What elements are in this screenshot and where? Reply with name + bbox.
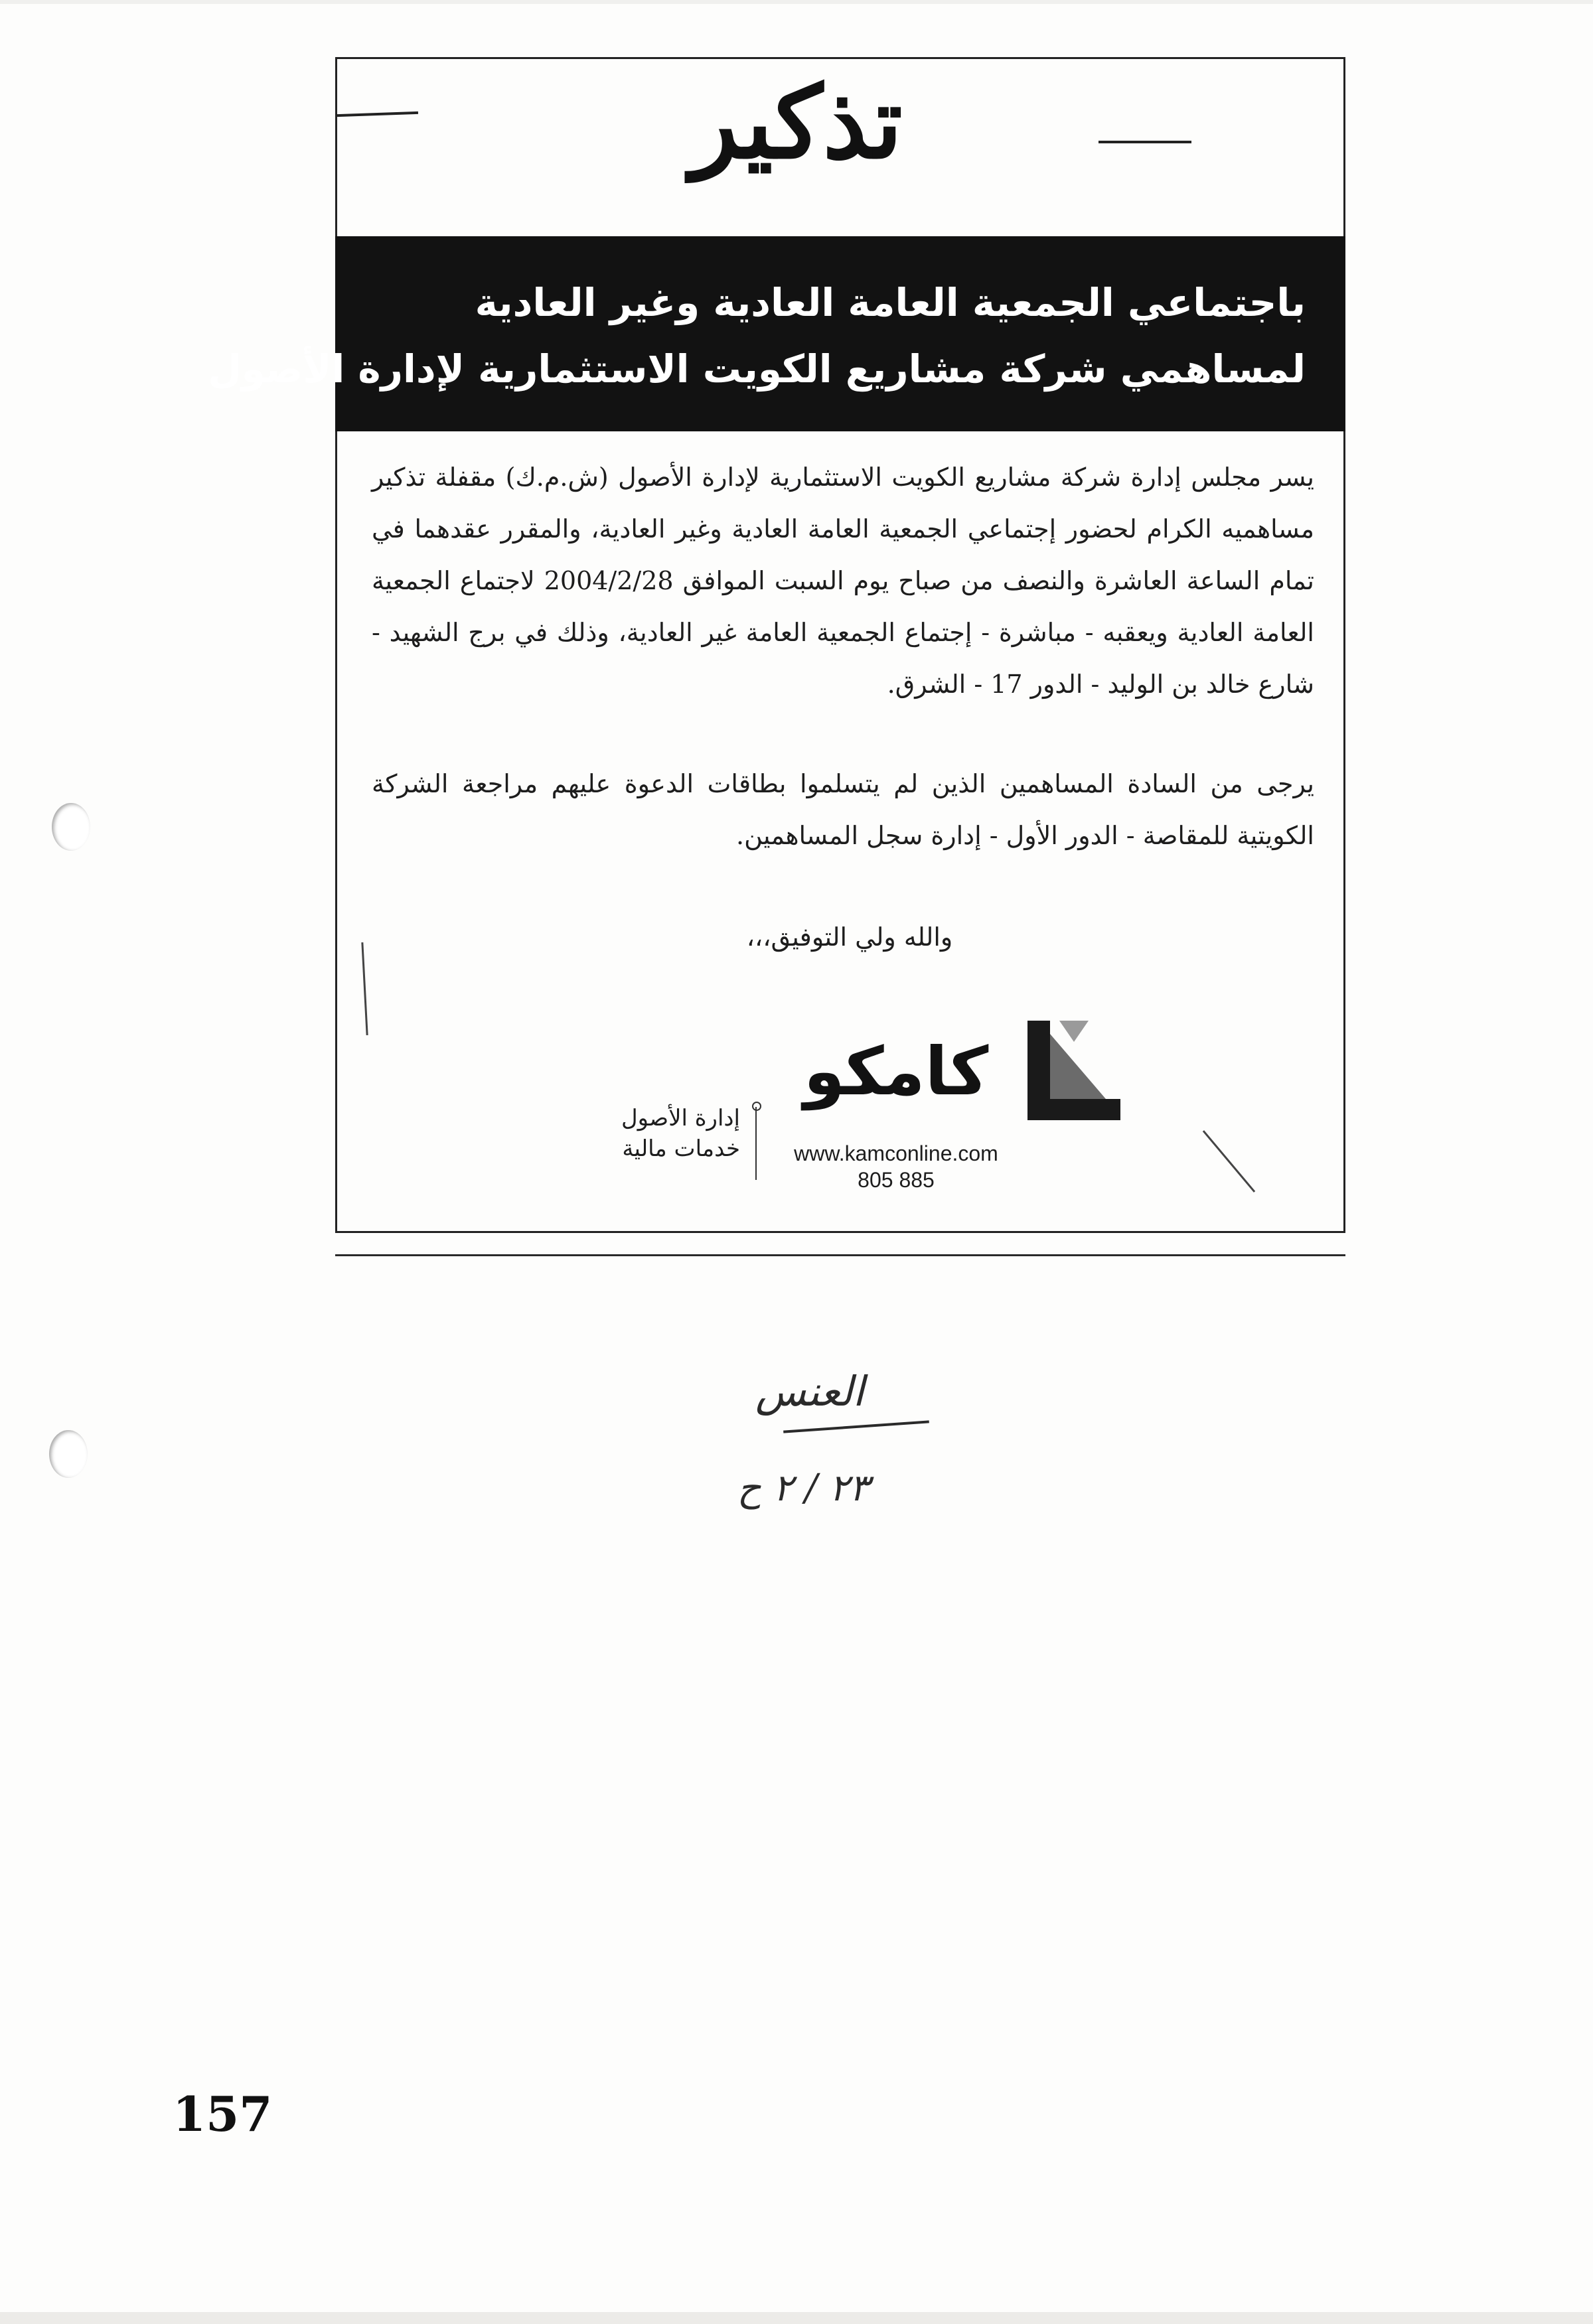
punch-hole [49, 1430, 88, 1478]
logo-divider [755, 1107, 757, 1180]
handwritten-date: ٢٣ / ٢ ح [737, 1467, 870, 1510]
logo-divider-dot [752, 1102, 761, 1111]
kamco-wordmark: كامكو [803, 1033, 989, 1110]
page-number: 157 [173, 2086, 273, 2142]
kamco-logo-icon [1027, 1021, 1120, 1120]
closing-line: والله ولي التوفيق،،، [746, 922, 953, 952]
page-top-edge [0, 0, 1593, 4]
logo-subtitle-line-2: خدمات مالية [622, 1135, 740, 1162]
website-link[interactable]: www.kamconline.com [794, 1141, 998, 1165]
logo-subtitle [541, 1103, 740, 1164]
page-bottom-edge [0, 2312, 1593, 2324]
banner-line-1: باجتماعي الجمعية العامة العادية وغير العادية [475, 280, 1306, 325]
logo-subtitle-line-1: إدارة الأصول [621, 1105, 740, 1131]
phone-number: 805 885 [858, 1168, 935, 1192]
punch-hole [52, 803, 90, 851]
ad-body [372, 451, 1314, 861]
banner-line-2: لمساهمي شركة مشاريع الكويت الاستثمارية لإدارة الأصول [208, 346, 1306, 392]
body-paragraph-1: يسر مجلس إدارة شركة مشاريع الكويت الاستثمارية لإدارة الأصول (ش.م.ك) مقفلة تذكير مساهميه الكرام لحضور إجتماعي الجمعية العامة العادية وغير العادية، والمقرر عقدهما في تمام الساعة العاشرة والنصف من صباح يوم السبت الموافق 2004/2/28 لاجتماع الجمعية العامة العادية ويعقبه - مباشرة - إجتماع الجمعية العامة غير العادية، وذلك في برج الشهيد - شارع خالد بن الوليد - الدور 17 - الشرق. [372, 463, 1314, 699]
handwritten-strikethrough [783, 1420, 929, 1433]
body-paragraph-2: يرجى من السادة المساهمين الذين لم يتسلموا بطاقات الدعوة عليهم مراجعة الشركة الكويتية للمقاصة - الدور الأول - إدارة سجل المساهمين. [372, 769, 1314, 850]
ad-banner [208, 236, 1345, 431]
handwritten-note: العنس [755, 1367, 864, 1416]
ad-title: تذكير [690, 64, 903, 181]
divider-rule [335, 1254, 1345, 1256]
